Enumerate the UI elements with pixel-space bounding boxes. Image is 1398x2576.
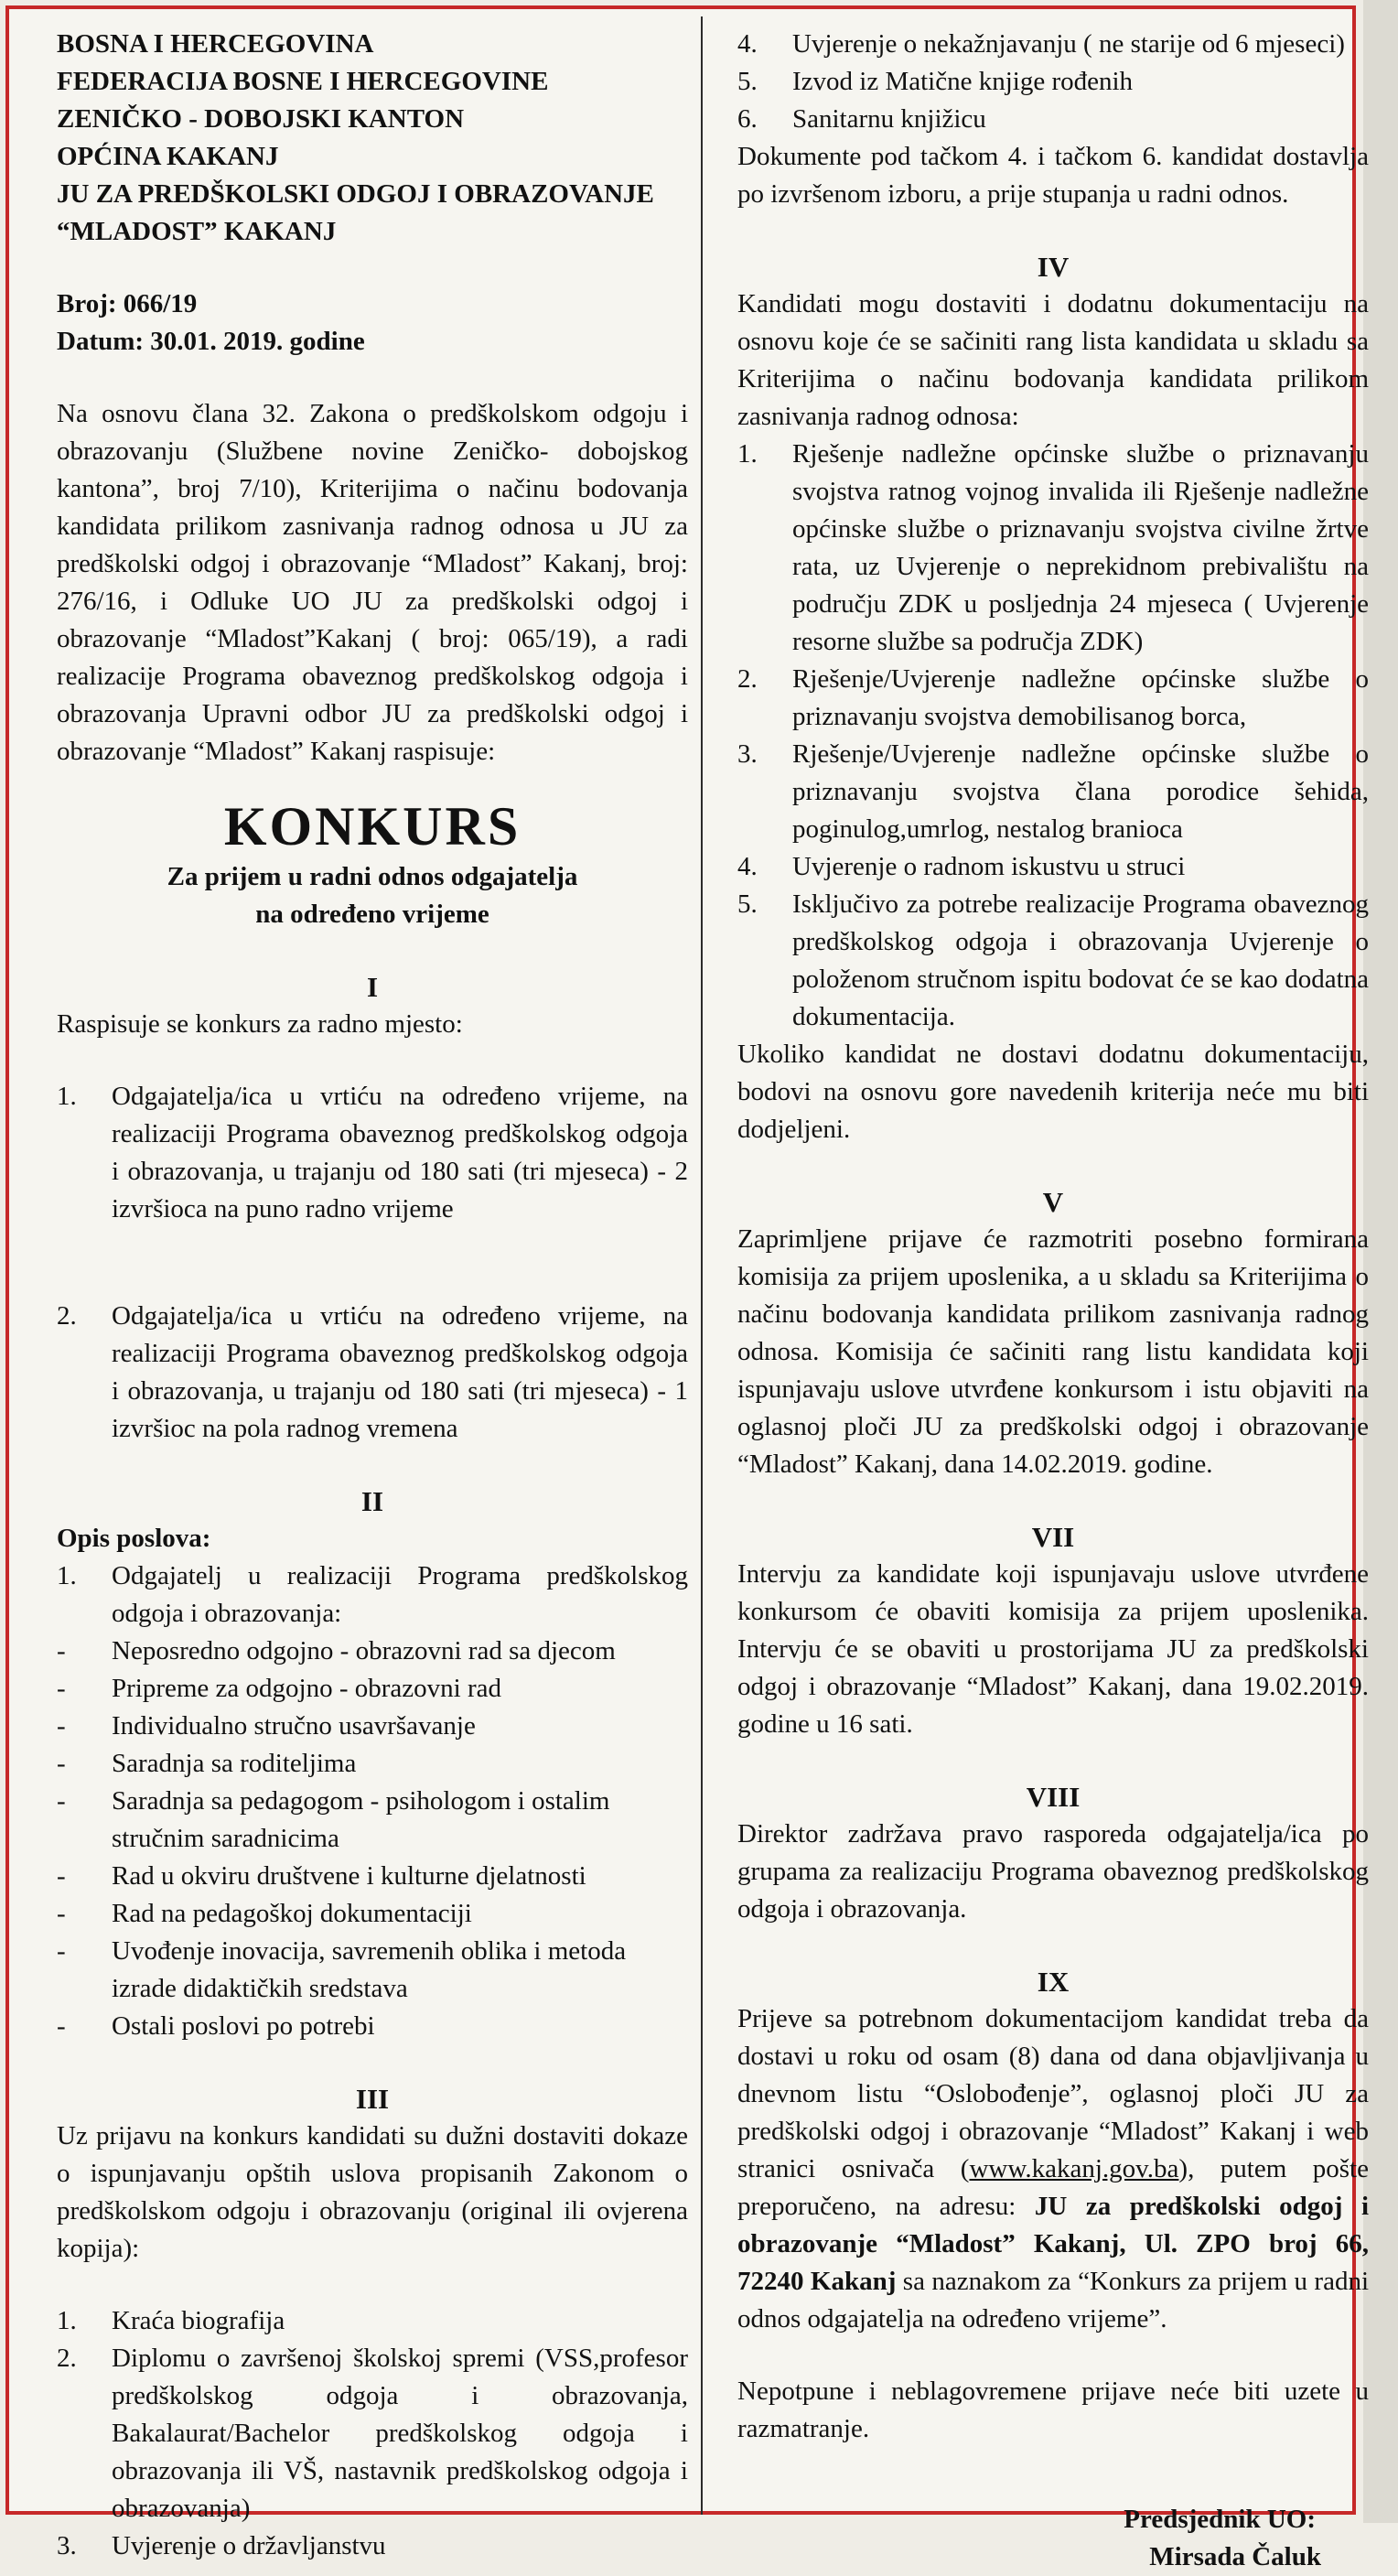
header-line: BOSNA I HERCEGOVINA <box>57 29 374 59</box>
website-link[interactable]: www.kakanj.gov.ba <box>969 2154 1179 2183</box>
konkurs-subtitle: na određeno vrijeme <box>255 900 489 929</box>
item-number: 3. <box>57 2531 77 2560</box>
dash-item <box>57 1670 688 1708</box>
item-text: Diplomu o završenoj školskoj spremi (VSS,profesor predškolskog odgoja i obrazovanja, Bakalaurat/Bachelor predškolskog odgoja i obrazovanja ili VŠ, nastavnik predškolskog odgoja i obrazovanja) <box>112 2344 688 2523</box>
dash-text: Rad u okviru društvene i kulturne djelatnosti <box>112 1861 586 1891</box>
section-text: Intervju za kandidate koji ispunjavaju uslove utvrđene konkursom će obaviti komisija za prijem uposlenika. Intervju će se obaviti u prostorijama JU za predškolski odgoj i obrazovanje “Mladost” Kakanj, dana 19.02.2019. godine u 16 sati. <box>737 1559 1369 1739</box>
dash-item <box>57 1745 688 1783</box>
section-text <box>737 2000 1369 2338</box>
section-text: Zaprimljene prijave će razmotriti posebno formirana komisija za prijem uposlenika, a u skladu sa Kriterijima o načinu bodovanja kandidata prilikom zasnivanja radnog odnosa. Komisija će sačiniti rang listu kandidata koji ispunjavaju uslove utvrđene konkursom i istu objaviti na oglasnoj ploči JU za predškolski odgoj i obrazovanje “Mladost” Kakanj, dana 14.02.2019. godine. <box>737 1224 1369 1479</box>
sec9-text-b: ), putem pošte preporučeno, na adresu: <box>737 2154 1369 2221</box>
item-number: 1. <box>57 2306 77 2335</box>
sec9-text-a: Prijeve sa potrebnom dokumentacijom kandidat treba da dostavi u roku od osam (8) dana od dana objavljivanja u dnevnom listu “Oslobođenje”, oglasnoj ploči JU za predškolski odgoj i obrazovanje “Mladost” Kakanj i web stranici osnivača ( <box>737 2004 1369 2183</box>
dash-mark: - <box>57 1636 66 1665</box>
closing-note: Nepotpune i neblagovremene prijave neće biti uzete u razmatranje. <box>737 2377 1369 2443</box>
item-text: Kraća biografija <box>112 2306 285 2335</box>
section-lead: Kandidati mogu dostaviti i dodatnu dokumentaciju na osnovu koje će se sačiniti rang lista kandidata u skladu sa Kriterijima o načinu bodovanja kandidata prilikom zasnivanja radnog odnosa: <box>737 289 1369 431</box>
list-item <box>737 661 1369 736</box>
section-tail: Ukoliko kandidat ne dostavi dodatnu dokumentaciju, bodovi na osnovu gore navedenih kriterija neće mu biti dodjeljeni. <box>737 1040 1369 1144</box>
list-item <box>737 26 1369 63</box>
signer-role: Predsjednik UO: <box>1124 2505 1316 2534</box>
section-heading: VIII <box>1026 1781 1081 1813</box>
item-text: Izvod iz Matične knjige rođenih <box>792 67 1134 96</box>
item-number: 4. <box>737 29 758 59</box>
dash-mark: - <box>57 2011 66 2041</box>
list-item <box>57 1557 688 1633</box>
dash-mark: - <box>57 1899 66 1928</box>
list-item <box>57 2527 688 2565</box>
list-item <box>737 436 1369 661</box>
section-label: Opis poslova: <box>57 1524 211 1553</box>
document-date: Datum: 30.01. 2019. godine <box>57 327 365 356</box>
dash-mark: - <box>57 1936 66 1966</box>
item-text: Rješenje/Uvjerenje nadležne općinske službe o priznavanju svojstva demobilisanog borca, <box>792 664 1369 731</box>
item-number: 2. <box>57 1301 77 1331</box>
item-number: 2. <box>57 2344 77 2373</box>
dash-mark: - <box>57 1711 66 1741</box>
konkurs-subtitle: Za prijem u radni odnos odgajatelja <box>167 862 578 891</box>
right-column <box>737 26 1369 2576</box>
dash-mark: - <box>57 1674 66 1703</box>
dash-item <box>57 2008 688 2045</box>
dash-text: Saradnja sa roditeljima <box>112 1749 357 1778</box>
sec9-text-c: sa naznakom za “Konkurs za prijem u radni odnos odgajatelja na određeno vrijeme”. <box>737 2267 1369 2333</box>
item-number: 4. <box>737 852 758 881</box>
institution-header <box>57 26 688 251</box>
dash-text: Saradnja sa pedagogom - psihologom i ostalim stručnim saradnicima <box>112 1786 610 1853</box>
item-number: 1. <box>57 1561 77 1590</box>
dash-item <box>57 1858 688 1895</box>
item-number: 1. <box>57 1082 77 1111</box>
header-line: FEDERACIJA BOSNE I HERCEGOVINE <box>57 67 549 96</box>
konkurs-title: KONKURS <box>223 796 522 857</box>
header-line: “MLADOST” KAKANJ <box>57 217 337 246</box>
documents-note: Dokumente pod tačkom 4. i tačkom 6. kandidat dostavlja po izvršenom izboru, a prije stupanja u radni odnos. <box>737 142 1369 209</box>
header-line: JU ZA PREDŠKOLSKI ODGOJ I OBRAZOVANJE <box>57 179 654 209</box>
list-item <box>737 848 1369 886</box>
dash-text: Neposredno odgojno - obrazovni rad sa djecom <box>112 1636 616 1665</box>
item-text: Rješenje/Uvjerenje nadležne općinske službe o priznavanju svojstva člana porodice šehida, poginulog,umrlog, nestalog branioca <box>792 739 1369 844</box>
signer-name: Mirsada Čaluk <box>1149 2542 1321 2571</box>
list-item <box>57 2340 688 2527</box>
list-item <box>737 101 1369 138</box>
header-line: OPĆINA KAKANJ <box>57 142 279 171</box>
list-item <box>737 886 1369 1036</box>
item-text: Odgajatelja/ica u vrtiću na određeno vrijeme, na realizaciji Programa obaveznog predškolskog odgoja i obrazovanja, u trajanju od 180 sati (tri mjeseca) - 2 izvršioca na puno radno vrijeme <box>112 1082 688 1223</box>
section-heading: III <box>355 2083 390 2115</box>
dash-text: Individualno stručno usavršavanje <box>112 1711 476 1741</box>
list-item <box>57 1298 688 1448</box>
item-text: Isključivo za potrebe realizacije Programa obaveznog predškolskog odgoja i obrazovanja Uvjerenje o položenom stručnom ispitu bodovat će se kao dodatna dokumentacija. <box>792 889 1369 1031</box>
dash-item <box>57 1895 688 1933</box>
list-item <box>57 2302 688 2340</box>
item-text: Uvjerenje o radnom iskustvu u struci <box>792 852 1186 881</box>
section-heading: I <box>366 971 379 1003</box>
item-number: 1. <box>737 439 758 469</box>
section-lead: Raspisuje se konkurs za radno mjesto: <box>57 1009 463 1039</box>
column-divider <box>701 16 703 2515</box>
dash-mark: - <box>57 1786 66 1816</box>
left-column <box>57 26 688 2565</box>
item-number: 5. <box>737 67 758 96</box>
dash-text: Uvođenje inovacija, savremenih oblika i metoda izrade didaktičkih sredstava <box>112 1936 627 2003</box>
dash-item <box>57 1708 688 1745</box>
section-heading: V <box>1042 1186 1064 1218</box>
list-item <box>737 736 1369 848</box>
dash-item <box>57 1633 688 1670</box>
section-heading: IX <box>1037 1966 1070 1998</box>
list-item <box>737 63 1369 101</box>
document-number: Broj: 066/19 <box>57 289 198 318</box>
item-text: Odgajatelja/ica u vrtiću na određeno vrijeme, na realizaciji Programa obaveznog predškolskog odgoja i obrazovanja, u trajanju od 180 sati (tri mjeseca) - 1 izvršioc na pola radnog vremena <box>112 1301 688 1443</box>
item-number: 6. <box>737 104 758 134</box>
dash-mark: - <box>57 1749 66 1778</box>
item-text: Odgajatelj u realizaciji Programa predškolskog odgoja i obrazovanja: <box>112 1561 688 1628</box>
header-line: ZENIČKO - DOBOJSKI KANTON <box>57 104 465 134</box>
konkurs-notice <box>5 5 1370 2571</box>
section-text: Direktor zadržava pravo rasporeda odgajatelja/ica po grupama za realizaciju Programa obaveznog predškolskog odgoja i obrazovanja. <box>737 1819 1369 1924</box>
item-number: 5. <box>737 889 758 919</box>
list-item <box>57 1078 688 1228</box>
section-heading: IV <box>1037 251 1070 283</box>
item-text: Rješenje nadležne općinske službe o priznavanju svojstva ratnog vojnog invalida ili Rješenje nadležne općinske službe o priznavanju svojstva civilne žrtve rata, uz Uvjerenje o neprekidnom prebivalištu na području ZDK u posljednja 24 mjeseca ( Uvjerenje resorne službe sa područja ZDK) <box>792 439 1369 656</box>
item-number: 2. <box>737 664 758 694</box>
dash-item <box>57 1933 688 2008</box>
item-text: Uvjerenje o državljanstvu <box>112 2531 386 2560</box>
item-text: Sanitarnu knjižicu <box>792 104 986 134</box>
postal-address: JU za predškolski odgoj i obrazovanje “Mladost” Kakanj, Ul. ZPO broj 66, 72240 Kakanj <box>737 2192 1370 2296</box>
dash-item <box>57 1783 688 1858</box>
item-text: Uvjerenje o nekažnjavanju ( ne starije od 6 mjeseci) <box>792 29 1345 59</box>
dash-text: Rad na pedagoškoj dokumentaciji <box>112 1899 472 1928</box>
item-number: 3. <box>737 739 758 769</box>
section-heading: II <box>360 1485 384 1517</box>
section-heading: VII <box>1031 1521 1075 1553</box>
dash-text: Pripreme za odgojno - obrazovni rad <box>112 1674 501 1703</box>
dash-text: Ostali poslovi po potrebi <box>112 2011 375 2041</box>
intro-paragraph: Na osnovu člana 32. Zakona o predškolskom odgoju i obrazovanju (Službene novine Zeničko- dobojskog kantona”, broj 7/10), Kriterijima o načinu bodovanja kandidata prilikom zasnivanja radnog odnosa u JU za predškolski odgoj i obrazovanje “Mladost” Kakanj, broj: 276/16, i Odluke UO JU za predškolski odgoj i obrazovanje “Mladost”Kakanj ( broj: 065/19), a radi realizacije Programa obaveznog predškolskog odgoja i obrazovanja Upravni odbor JU za predškolski odgoj i obrazovanje “Mladost” Kakanj raspisuje: <box>57 399 688 766</box>
section-lead: Uz prijavu na konkurs kandidati su dužni dostaviti dokaze o ispunjavanju opštih uslova propisanih Zakonom o predškolskom odgoju i obrazovanju (original ili ovjerena kopija): <box>57 2121 688 2263</box>
dash-mark: - <box>57 1861 66 1891</box>
